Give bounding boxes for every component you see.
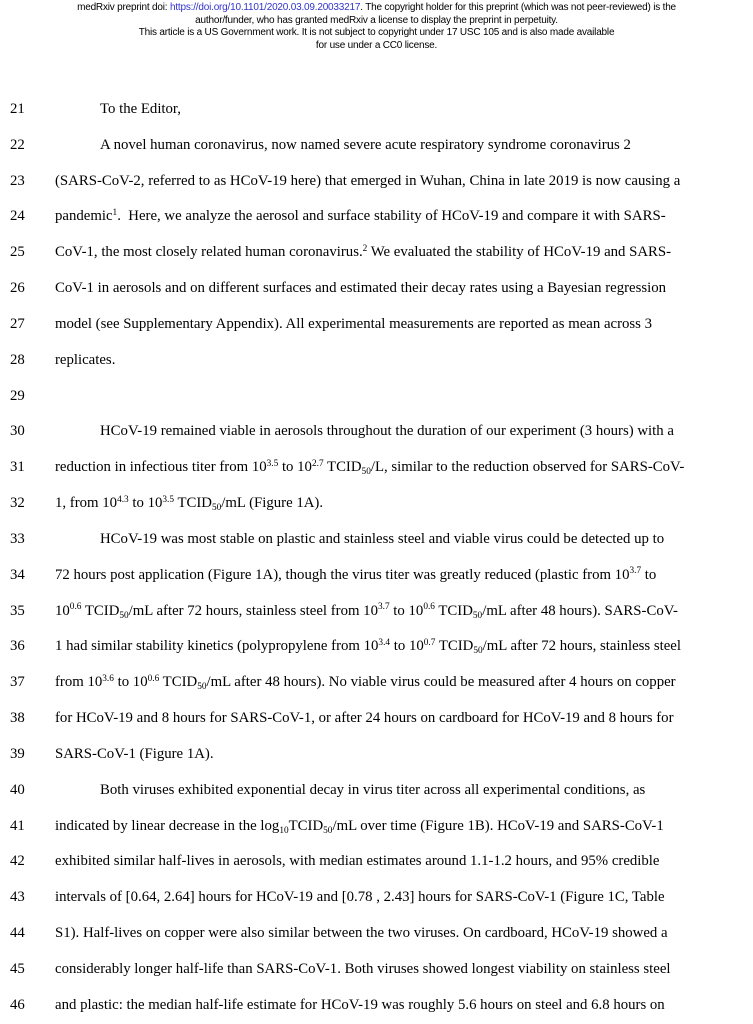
line-number: 34 [10, 566, 25, 583]
manuscript-line [0, 956, 753, 992]
manuscript-line [0, 669, 753, 705]
manuscript-line [0, 311, 753, 347]
line-text: and plastic: the median half-life estimate for HCoV-19 was roughly 5.6 hours on steel and 6.8 hours on [55, 996, 665, 1013]
preprint-notice [0, 2, 753, 52]
line-number: 43 [10, 889, 25, 906]
line-number: 44 [10, 925, 25, 942]
line-text: S1). Half-lives on copper were also similar between the two viruses. On cardboard, HCoV-19 showed a [55, 925, 668, 942]
manuscript-line [0, 920, 753, 956]
line-text: intervals of [0.64, 2.64] hours for HCoV-19 and [0.78 , 2.43] hours for SARS-CoV-1 (Figure 1C, Table [55, 889, 665, 906]
line-text: from $10^{3.6}$ to $10^{0.6}$ $TCID_{50}/mL$ after 48 hours). No viable virus could be measured after 4 hours on copper [55, 673, 676, 693]
line-number: 45 [10, 960, 25, 977]
manuscript-line [0, 705, 753, 741]
line-number: 23 [10, 172, 25, 189]
manuscript-text [0, 96, 753, 1024]
preprint-notice-line3: This article is a US Government work. It is not subject to copyright under 17 USC 105 and is also made available [138, 27, 615, 38]
line-text: reduction in infectious titer from $10^{3.5}$ to $10^{2.7}$ $TCID_{50}/L$, similar to the reduction observed for SARS-CoV- [55, 458, 685, 478]
notice-text-suffix: . The copyright holder for this preprint (which was not peer-reviewed) is the [360, 2, 676, 13]
line-number: 28 [10, 351, 25, 368]
manuscript-line [0, 992, 753, 1024]
line-number: 36 [10, 638, 25, 655]
line-number: 41 [10, 817, 25, 834]
manuscript-line [0, 741, 753, 777]
manuscript-line [0, 848, 753, 884]
line-text: considerably longer half-life than SARS-CoV-1. Both viruses showed longest viability on stainless steel [55, 960, 671, 977]
manuscript-line [0, 490, 753, 526]
line-number: 24 [10, 208, 25, 225]
preprint-notice-line1 [0, 2, 753, 15]
manuscript-line [0, 418, 753, 454]
line-number: 38 [10, 710, 25, 727]
line-number: 37 [10, 674, 25, 691]
preprint-notice-line2: author/funder, who has granted medRxiv a license to display the preprint in perpetuity. [195, 14, 558, 26]
manuscript-line [0, 96, 753, 132]
line-number: 30 [10, 423, 25, 440]
line-text: pandemic$^1$. Here, we analyze the aerosol and surface stability of HCoV-19 and compare it with SARS- [55, 207, 666, 225]
line-text: CoV-1 in aerosols and on different surfaces and estimated their decay rates using a Bayesian regression [55, 280, 667, 297]
line-number: 35 [10, 602, 25, 619]
line-number: 26 [10, 280, 25, 297]
line-number: 27 [10, 315, 25, 332]
line-text: (SARS-CoV-2, referred to as HCoV-19 here) that emerged in Wuhan, China in late 2019 is now causing a [55, 172, 681, 189]
line-number: 46 [10, 996, 25, 1013]
line-number: 22 [10, 136, 25, 153]
line-number: 21 [10, 101, 25, 117]
manuscript-line [0, 347, 753, 383]
line-text: HCoV-19 remained viable in aerosols throughout the duration of our experiment (3 hours) with a [100, 423, 674, 440]
manuscript-line [0, 203, 753, 239]
line-text: indicated by linear decrease in the $\log_{10}TCID_{50}/mL$ over time (Figure 1B). HCoV-19 and SARS-CoV-1 [55, 817, 664, 836]
line-number: 42 [10, 853, 25, 870]
manuscript-line [0, 777, 753, 813]
line-number: 31 [10, 459, 25, 476]
manuscript-line [0, 598, 753, 634]
line-number: 33 [10, 530, 25, 547]
line-text: HCoV-19 was most stable on plastic and stainless steel and viable virus could be detected up to [100, 530, 665, 547]
manuscript-line [0, 132, 753, 168]
preprint-notice-line4: for use under a CC0 license. [315, 39, 438, 51]
line-number: 25 [10, 244, 25, 261]
manuscript-line [0, 275, 753, 311]
line-number: 32 [10, 495, 25, 512]
line-text: 1 had similar stability kinetics (polypropylene from $10^{3.4}$ to $10^{0.7}$ $TCID_{50}/mL$ after 72 hours, stainless steel [55, 637, 681, 657]
line-number: 39 [10, 745, 25, 762]
manuscript-line [0, 239, 753, 275]
line-text: for HCoV-19 and 8 hours for SARS-CoV-1, or after 24 hours on cardboard for HCoV-19 and 8 hours for [55, 710, 674, 727]
line-text: replicates. [55, 351, 116, 368]
manuscript-line [0, 884, 753, 920]
manuscript-line [0, 383, 753, 419]
line-text: A novel human coronavirus, now named severe acute respiratory syndrome coronavirus 2 [100, 136, 631, 153]
line-text: Both viruses exhibited exponential decay in virus titer across all experimental conditions, as [100, 781, 646, 798]
line-text: 1, from $10^{4.3}$ to $10^{3.5}$ $TCID_{50}/mL$ (Figure 1A). [55, 494, 324, 514]
line-text: model (see Supplementary Appendix). All experimental measurements are reported as mean across 3 [55, 315, 653, 332]
line-text: 72 hours post application (Figure 1A), though the virus titer was greatly reduced (plastic from $10^{3.7}$ to [55, 566, 657, 583]
manuscript-line [0, 526, 753, 562]
manuscript-line [0, 562, 753, 598]
line-text: $10^{0.6}$ $TCID_{50}/mL$ after 72 hours, stainless steel from $10^{3.7}$ to $10^{0.6}$ $TCID_{50}/mL$ after 48 hours). SARS-CoV- [55, 602, 678, 621]
manuscript-line [0, 168, 753, 204]
manuscript-line [0, 633, 753, 669]
line-text: CoV-1, the most closely related human coronavirus.$^2$ We evaluated the stability of HCoV-19 and SARS- [55, 243, 672, 261]
line-text: To the Editor, [100, 101, 181, 117]
line-number: 40 [10, 781, 25, 798]
line-number: 29 [10, 387, 25, 404]
notice-text-prefix: medRxiv preprint doi: [77, 2, 170, 13]
line-text: SARS-CoV-1 (Figure 1A). [55, 745, 214, 762]
manuscript-line [0, 454, 753, 490]
manuscript-line [0, 813, 753, 849]
doi-link[interactable]: https://doi.org/10.1101/2020.03.09.20033217 [169, 2, 361, 13]
line-text: exhibited similar half-lives in aerosols, with median estimates around 1.1-1.2 hours, and 95% credible [55, 853, 660, 870]
